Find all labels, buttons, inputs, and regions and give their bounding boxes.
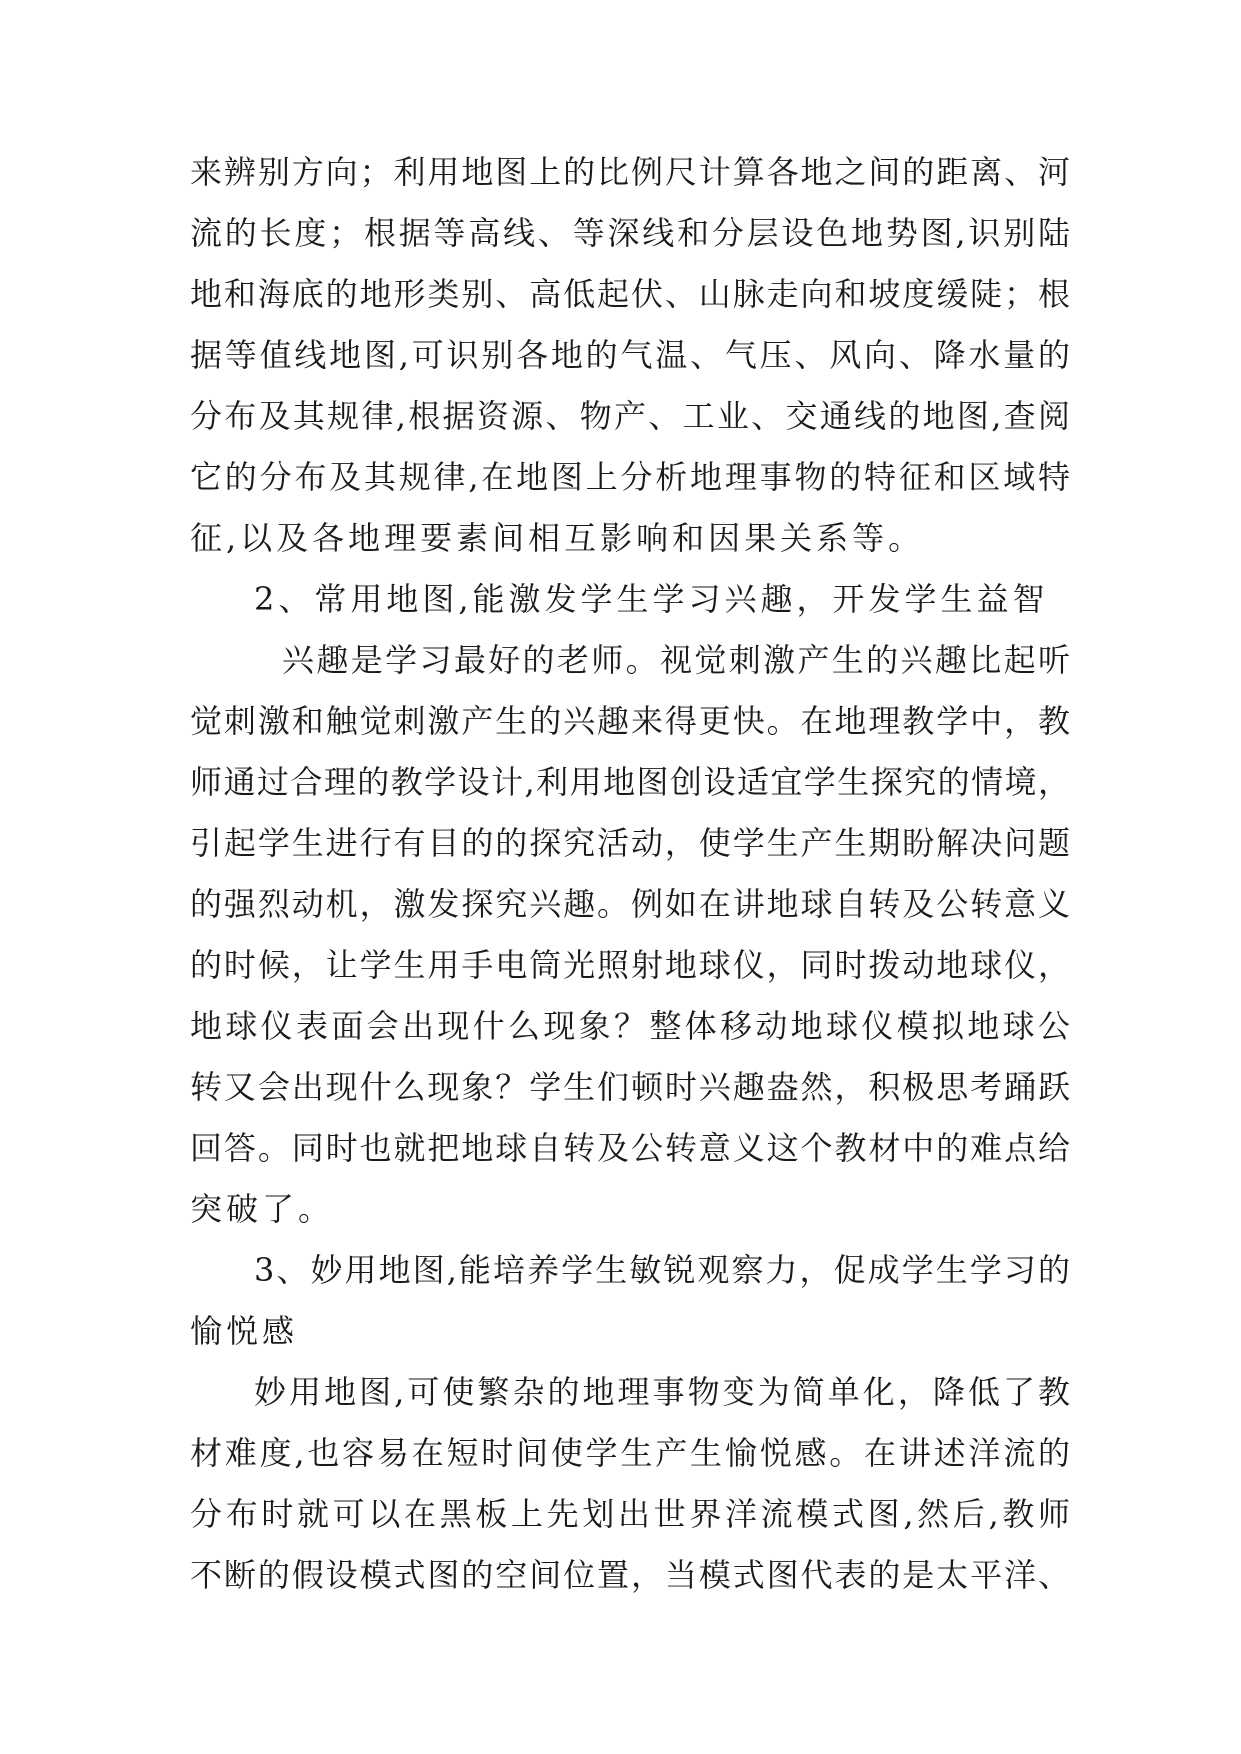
text-line: 的强烈动机，激发探究兴趣。例如在讲地球自转及公转意义 [190,885,1070,923]
section-heading: 3、妙用地图,能培养学生敏锐观察力，促成学生学习的 [254,1251,1070,1289]
text-line: 引起学生进行有目的的探究活动，使学生产生期盼解决问题 [190,824,1070,862]
section-heading: 愉悦感 [190,1312,299,1350]
text-line: 它的分布及其规律,在地图上分析地理事物的特征和区域特 [190,458,1070,496]
text-line: 回答。同时也就把地球自转及公转意义这个教材中的难点给 [190,1129,1070,1167]
text-line: 地球仪表面会出现什么现象？整体移动地球仪模拟地球公 [190,1007,1070,1045]
text-line: 转又会出现什么现象？学生们顿时兴趣盎然，积极思考踊跃 [190,1068,1070,1106]
text-line: 分布时就可以在黑板上先划出世界洋流模式图,然后,教师 [190,1495,1070,1533]
text-line: 地和海底的地形类别、高低起伏、山脉走向和坡度缓陡；根 [190,275,1070,313]
text-line: 的时候，让学生用手电筒光照射地球仪，同时拨动地球仪， [190,946,1070,984]
text-line: 材难度,也容易在短时间使学生产生愉悦感。在讲述洋流的 [190,1434,1070,1472]
section-heading: 2、常用地图,能激发学生学习兴趣，开发学生益智 [254,580,1049,618]
text-line: 征,以及各地理要素间相互影响和因果关系等。 [190,519,925,557]
text-line: 妙用地图,可使繁杂的地理事物变为简单化，降低了教 [254,1373,1070,1411]
text-line: 来辨别方向；利用地图上的比例尺计算各地之间的距离、河 [190,153,1070,191]
text-line: 觉刺激和触觉刺激产生的兴趣来得更快。在地理教学中，教 [190,702,1070,740]
text-line: 流的长度；根据等高线、等深线和分层设色地势图,识别陆 [190,214,1070,252]
text-line: 分布及其规律,根据资源、物产、工业、交通线的地图,查阅 [190,397,1070,435]
text-line: 兴趣是学习最好的老师。视觉刺激产生的兴趣比起听 [282,641,1070,679]
text-line: 师通过合理的教学设计,利用地图创设适宜学生探究的情境， [190,763,1070,801]
text-line: 突破了。 [190,1190,335,1228]
text-line: 据等值线地图,可识别各地的气温、气压、风向、降水量的 [190,336,1070,374]
text-line: 不断的假设模式图的空间位置，当模式图代表的是太平洋、 [190,1556,1070,1594]
